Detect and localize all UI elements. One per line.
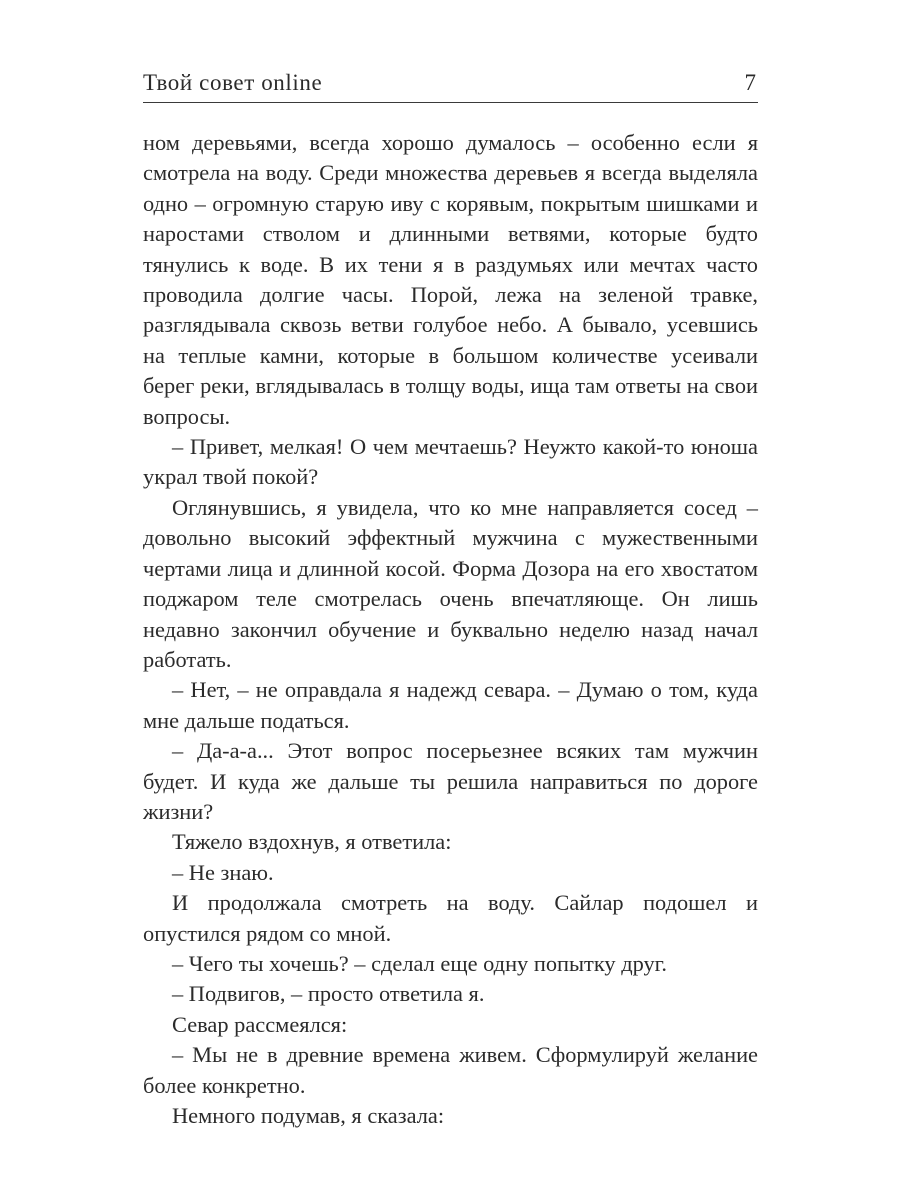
paragraph: – Чего ты хочешь? – сделал еще одну попытку друг. [172,950,667,976]
paragraph: Немного подумав, я сказала: [172,1103,445,1128]
book-title: Твой совет online [143,70,323,95]
paragraph: И продолжала смотреть на воду. Сайлар подошел и опустился рядом со мной. [143,890,758,946]
body-text [143,128,758,1131]
paragraph: – Мы не в древние времена живем. Сформулируй желание более конкретно. [143,1042,758,1098]
paragraph: ном деревьями, всегда хорошо думалось – особенно если я смотрела на воду. Среди множества деревьев я всегда выделяла одно – огромную старую иву с корявым, покрытым шишками и наростами стволом и длинными ветвями, которые будто тянулись к воде. В их тени я в раздумьях или мечтах часто проводила долгие часы. Порой, лежа на зеленой травке, разглядывала сквозь ветви голубое небо. А бывало, усевшись на теплые камни, которые в большом количестве усеивали берег реки, вглядывалась в толщу воды, ища там ответы на свои вопросы. [143,130,758,429]
paragraph: Оглянувшись, я увидела, что ко мне направляется сосед – довольно высокий эффектный мужчина с мужественными чертами лица и длинной косой. Форма Дозора на его хвостатом поджаром теле смотрелась очень впечатляюще. Он лишь недавно закончил обучение и буквально неделю назад начал работать. [143,494,758,672]
paragraph: – Привет, мелкая! О чем мечтаешь? Неужто какой-то юноша украл твой покой? [143,434,758,490]
paragraph: – Подвигов, – просто ответила я. [172,981,485,1007]
paragraph: Тяжело вздохнув, я ответила: [172,829,452,855]
paragraph: – Не знаю. [172,859,274,885]
paragraph: – Да-а-а... Этот вопрос посерьезнее всяких там мужчин будет. И куда же дальше ты решила направиться по дороге жизни? [143,738,758,824]
paragraph: – Нет, – не оправдала я надежд севара. – Думаю о том, куда мне дальше податься. [143,677,758,733]
book-page [143,0,758,1200]
running-header [143,68,758,103]
paragraph: Севар рассмеялся: [172,1011,348,1037]
page-number: 7 [744,70,756,95]
